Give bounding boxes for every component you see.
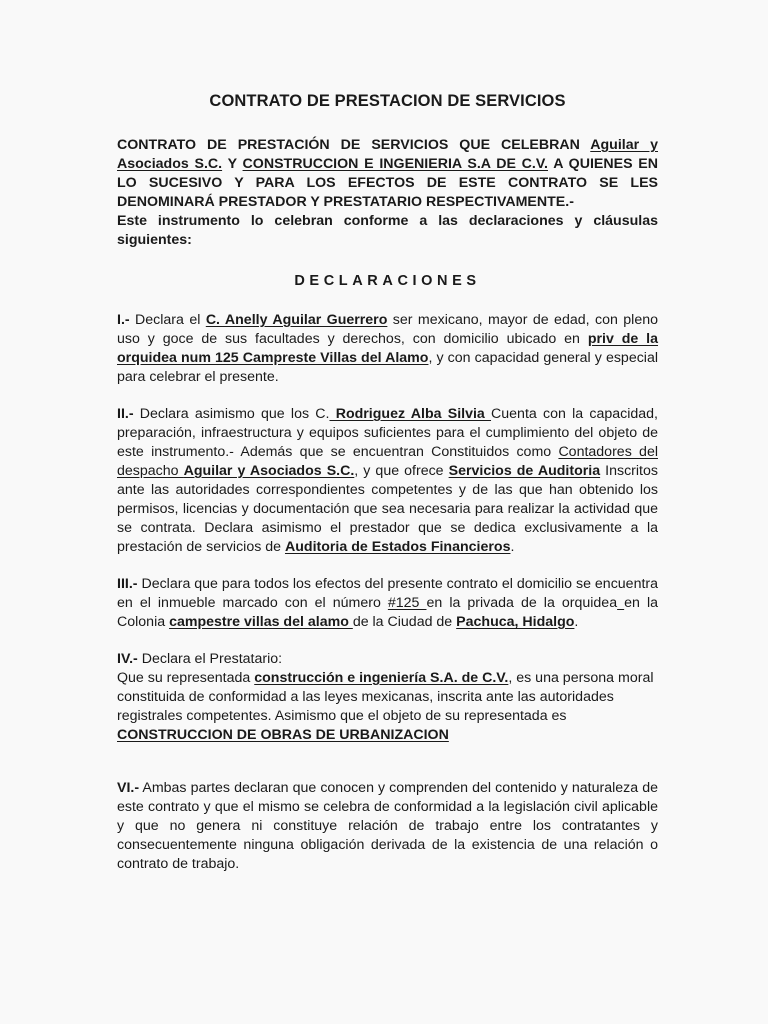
company-name: construcción e ingeniería S.A. de C.V. [254, 670, 509, 686]
declaraciones-heading: DECLARACIONES [294, 273, 481, 289]
street-number: #125 [387, 595, 427, 611]
client-name: CONSTRUCCION E INGENIERIA S.A DE C.V. [242, 156, 548, 172]
colonia-name: campestre villas del alamo [169, 614, 353, 630]
declaration-6: VI.- Ambas partes declaran que conocen y comprenden del contenido y naturaleza de este contrato y que el mismo se celebra de conformidad a la legislación civil aplicable y que no genera ni constituye relación de trabajo entre los contratantes y consecuentemente ninguna obligación derivada de la existencia de una relación o contrato de trabajo. [117, 780, 658, 872]
firm-description: Contadores del despacho Aguilar y Asociados S.C. [117, 444, 658, 479]
declaration-number: I.- [117, 312, 130, 328]
declaration-2: II.- Declara asimismo que los C. Rodriguez Alba Silvia Cuenta con la capacidad, preparación, infraestructura y equipos suficientes para el cumplimiento del objeto de este instrumento.- Además que se encuentran Constituidos como Contadores del despacho Aguilar y Asociados S.C., y que ofrece Servicios de Auditoria Inscritos ante las autoridades correspondientes competentes y de las que han obtenido los permisos, licencias y documentación que sea necesaria para realizar la actividad que se contrata. Declara asimismo el prestador que se dedica exclusivamente a la prestación de servicios de Auditoria de Estados Financieros. [117, 406, 658, 555]
document-content [117, 92, 658, 892]
intro-text: CONTRATO DE PRESTACIÓN DE SERVICIOS QUE CELEBRAN Aguilar y Asociados S.C. Y CONSTRUCCION E INGENIERIA S.A DE C.V. A QUIENES EN LO SUCESIVO Y PARA LOS EFECTOS DE ESTE CONTRATO SE LES DENOMINARÁ PRESTADOR Y PRESTATARIO RESPECTIVAMENTE.- [117, 137, 658, 210]
document-title: CONTRATO DE PRESTACION DE SERVICIOS [209, 92, 566, 110]
declaration-number: III.- [117, 576, 138, 592]
person-name: Rodriguez Alba Silvia [329, 406, 492, 422]
company-object: CONSTRUCCION DE OBRAS DE URBANIZACION [117, 727, 449, 743]
declaration-number: IV.- [117, 651, 138, 667]
declaration-number: II.- [117, 406, 134, 422]
specialty: Auditoria de Estados Financieros [284, 539, 511, 555]
services-offered: Servicios de Auditoria [448, 463, 601, 479]
declaration-number: VI.- [117, 780, 140, 796]
declaration-4: IV.- Declara el Prestatario: Que su representada construcción e ingeniería S.A. de C.V., es una persona moral constituida de conformidad a las leyes mexicanas, inscrita ante las autoridades registrales competentes. Asimismo que el objeto de su representada es CONSTRUCCION DE OBRAS DE URBANIZACION [117, 651, 654, 743]
provider-name: Aguilar y Asociados S.C. [117, 137, 658, 172]
intro-paragraph [117, 136, 658, 250]
declarant-name: C. Anelly Aguilar Guerrero [205, 312, 388, 328]
declaration-3: III.- Declara que para todos los efectos del presente contrato el domicilio se encuentra en el inmueble marcado con el número #125 en la privada de la orquidea en la Colonia campestre villas del alamo de la Ciudad de Pachuca, Hidalgo. [117, 576, 659, 630]
city-name: Pachuca, Hidalgo [456, 614, 575, 630]
declaration-1: I.- Declara el C. Anelly Aguilar Guerrero ser mexicano, mayor de edad, con pleno uso y goce de sus facultades y derechos, con domicilio ubicado en priv de la orquidea num 125 Campreste Villas del Alamo, y con capacidad general y especial para celebrar el presente. [117, 312, 659, 385]
declarant-address: priv de la orquidea num 125 Campreste Villas del Alamo [117, 331, 659, 366]
intro-subtext: Este instrumento lo celebran conforme a las declaraciones y cláusulas siguientes: [117, 213, 658, 248]
